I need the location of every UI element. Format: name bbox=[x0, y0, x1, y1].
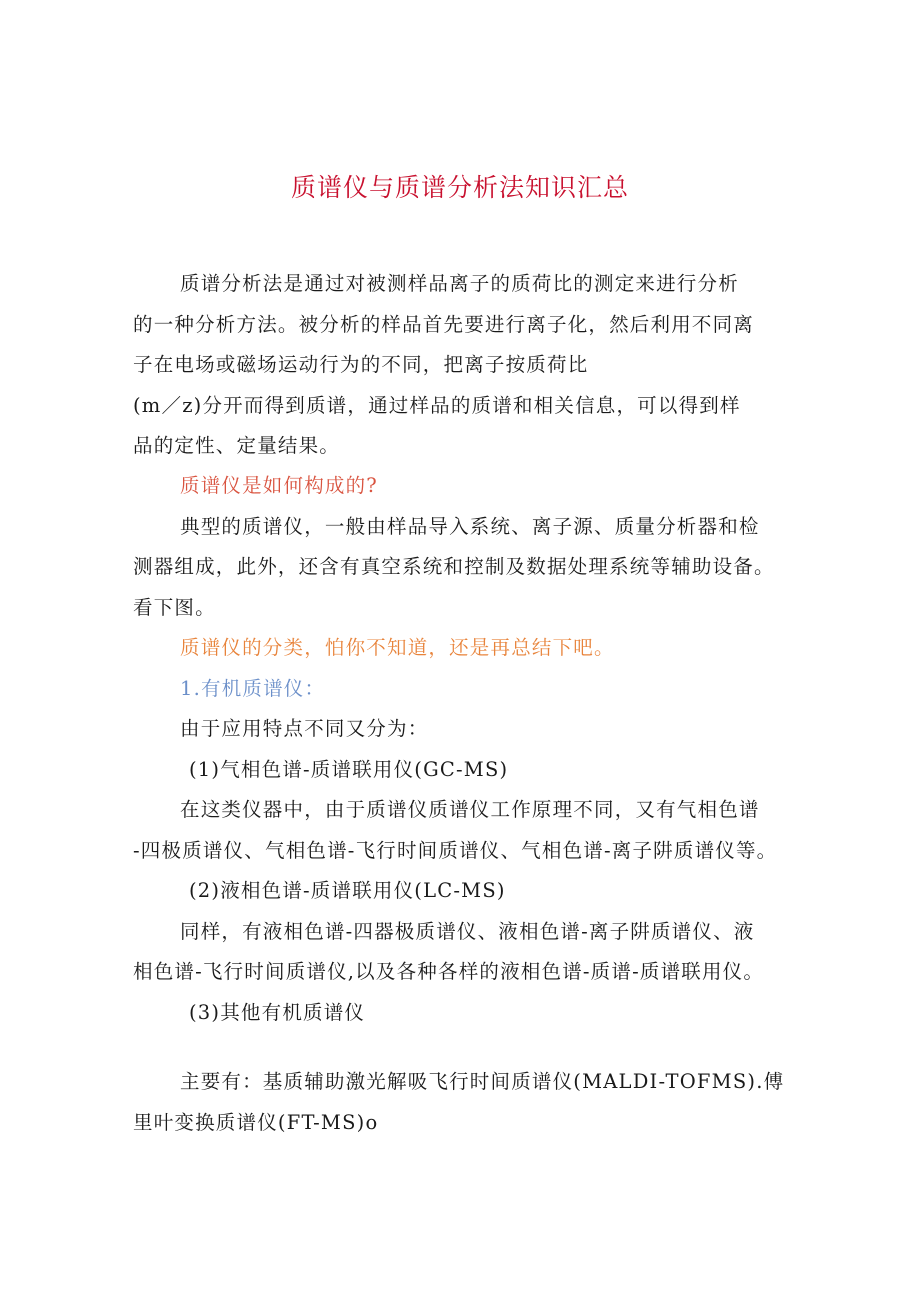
text-line: 里叶变换质谱仪(FT-MS)o bbox=[133, 1110, 379, 1134]
main-types-paragraph bbox=[133, 1062, 793, 1143]
item-title: (3)其他有机质谱仪 bbox=[189, 1000, 366, 1024]
text-line: 子在电场或磁场运动行为的不同，把离子按质荷比 bbox=[133, 353, 589, 376]
item-title: (2)液相色谱-质谱联用仪(LC-MS) bbox=[189, 879, 506, 902]
text-line: 同样，有液相色谱-四器极质谱仪、液相色谱-离子阱质谱仪、液 bbox=[180, 919, 755, 943]
text-line: 质谱分析法是通过对被测样品离子的质荷比的测定来进行分析 bbox=[180, 272, 739, 295]
section-heading: 1.有机质谱仪： bbox=[180, 676, 326, 700]
text-line: (m／z)分开而得到质谱，通过样品的质谱和相关信息，可以得到样 bbox=[133, 393, 741, 417]
text-line: 测器组成，此外，还含有真空系统和控制及数据处理系统等辅助设备。 bbox=[133, 555, 775, 578]
intro-paragraph bbox=[133, 264, 793, 467]
classification-section bbox=[133, 628, 793, 1033]
question-heading: 质谱仪的分类，怕你不知道，还是再总结下吧。 bbox=[180, 636, 615, 659]
text-line: 品的定性、定量结果。 bbox=[133, 434, 341, 457]
question-heading: 质谱仪是如何构成的? bbox=[180, 474, 378, 497]
text-line: 主要有：基质辅助激光解吸飞行时间质谱仪(MALDI-TOFMS).傅 bbox=[180, 1070, 785, 1093]
text-line: 的一种分析方法。被分析的样品首先要进行离子化，然后利用不同离 bbox=[133, 312, 755, 336]
text-line: -四极质谱仪、气相色谱-飞行时间质谱仪、气相色谱-离子阱质谱仪等。 bbox=[133, 838, 778, 862]
text-line: 相色谱-飞行时间质谱仪,以及各种各样的液相色谱-质谱-质谱联用仪。 bbox=[133, 960, 765, 983]
document-title: 质谱仪与质谱分析法知识汇总 bbox=[290, 173, 629, 202]
text-line: 看下图。 bbox=[133, 595, 216, 619]
construction-section bbox=[133, 466, 793, 628]
text-line: 由于应用特点不同又分为： bbox=[180, 717, 429, 740]
item-title: (1)气相色谱-质谱联用仪(GC-MS) bbox=[189, 757, 509, 781]
text-line: 典型的质谱仪，一般由样品导入系统、离子源、质量分析器和检 bbox=[180, 514, 760, 538]
text-line: 在这类仪器中，由于质谱仪质谱仪工作原理不同，又有气相色谱 bbox=[180, 798, 760, 821]
